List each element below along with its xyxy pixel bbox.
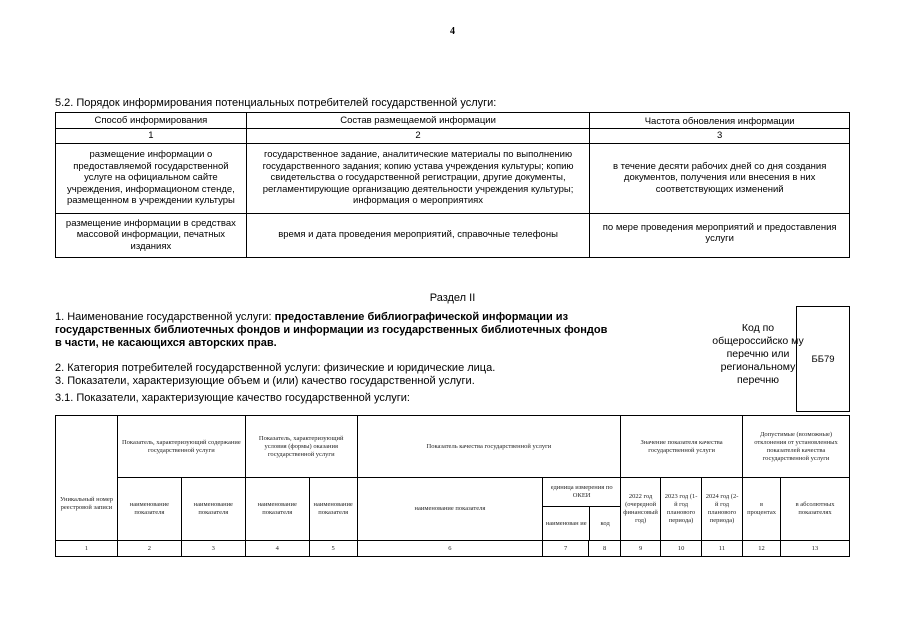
registry-code-value: ББ79 bbox=[796, 306, 850, 412]
consumer-category: 2. Категория потребителей государственной услуги: физические и юридические лица. bbox=[55, 362, 496, 374]
page-number: 4 bbox=[450, 26, 455, 37]
col-number: 4 bbox=[245, 541, 309, 557]
cell-content: время и дата проведения мероприятий, справочные телефоны bbox=[246, 213, 590, 257]
service-name-value: предоставление библиографической информации из государственных библиотечных фондов и информации из государственных библиотечных фондов в части, не касающихся авторских прав. bbox=[55, 311, 608, 349]
cell-frequency: в течение десяти рабочих дней со дня создания документов, получения или внесения в них соответствующих изменений bbox=[590, 143, 850, 213]
informing-table bbox=[55, 112, 850, 258]
col-number: 9 bbox=[621, 541, 661, 557]
col-number: 2 bbox=[246, 129, 590, 144]
cell-frequency: по мере проведения мероприятий и предоставления услуги bbox=[590, 213, 850, 257]
okei-subcolumns bbox=[543, 507, 620, 540]
year-2023: 2023 год (1-й год планового периода) bbox=[661, 478, 702, 541]
okei-code: код bbox=[600, 519, 610, 527]
okei-cell bbox=[543, 478, 621, 541]
cell-method: размещение информации в средствах массовой информации, печатных изданиях bbox=[56, 213, 247, 257]
section-title: Раздел II bbox=[429, 292, 476, 304]
sub-indicator-name: наименование показателя bbox=[309, 478, 357, 541]
registry-code-label: Код по общероссийско му перечню или региональному перечню bbox=[712, 322, 804, 386]
header-method: Способ информирования bbox=[56, 113, 247, 129]
column-numbers-row bbox=[56, 541, 850, 557]
indicators-heading: 3. Показатели, характеризующие объем и (или) качество государственной услуги. bbox=[55, 375, 475, 387]
sub-indicator-name: наименование показателя bbox=[181, 478, 245, 541]
col-number: 13 bbox=[781, 541, 850, 557]
service-name-prefix: 1. Наименование государственной услуги: bbox=[55, 311, 275, 323]
service-name bbox=[55, 311, 615, 350]
col-number: 5 bbox=[309, 541, 357, 557]
header-indicator-values: Значение показателя качества государственной услуги bbox=[621, 416, 743, 478]
col-number: 8 bbox=[589, 541, 621, 557]
col-number: 3 bbox=[181, 541, 245, 557]
cell-method: размещение информации о предоставляемой государственной услуге на официальном сайте учреждения, информационом стенде, размещенном в учреждении культуры bbox=[56, 143, 247, 213]
okei-label: единица измерения по ОКЕИ bbox=[543, 478, 620, 507]
header-content: Состав размещаемой информации bbox=[246, 113, 590, 129]
sub-indicator-name: наименование показателя bbox=[245, 478, 309, 541]
table-row bbox=[56, 143, 850, 213]
quality-heading: 3.1. Показатели, характеризующие качество государственной услуги: bbox=[55, 392, 410, 404]
col-number: 1 bbox=[56, 541, 118, 557]
col-number: 2 bbox=[117, 541, 181, 557]
col-number: 6 bbox=[357, 541, 543, 557]
sub-indicator-name: наименование показателя bbox=[117, 478, 181, 541]
header-content-indicator: Показатель, характеризующий содержание государственной услуги bbox=[117, 416, 245, 478]
informing-heading: 5.2. Порядок информирования потенциальных потребителей государственной услуги: bbox=[55, 97, 497, 109]
col-number: 3 bbox=[590, 129, 850, 144]
year-2022: 2022 год (очередной финансовый год) bbox=[621, 478, 661, 541]
header-frequency: Частота обновления информации bbox=[590, 113, 850, 129]
header-deviations: Допустимые (возможные) отклонения от установленных показателей качества государственной услуги bbox=[743, 416, 850, 478]
header-unique-number-text: Уникальный номер реестровой записи bbox=[59, 496, 113, 511]
table-row bbox=[56, 213, 850, 257]
header-conditions-indicator: Показатель, характеризующий условия (формы) оказания государственной услуги bbox=[245, 416, 357, 478]
col-number: 1 bbox=[56, 129, 247, 144]
quality-table bbox=[55, 415, 850, 557]
col-number: 10 bbox=[661, 541, 702, 557]
col-number: 7 bbox=[543, 541, 589, 557]
col-number: 11 bbox=[702, 541, 743, 557]
header-unique-number bbox=[56, 416, 118, 541]
cell-content: государственное задание, аналитические материалы по выполнению государственного задания; копию устава учреждения культуры; копию свидетельства о государственной регистрации, другие документы, регламентирующие организацию деятельности учреждения культуры; информация о мероприятиях bbox=[246, 143, 590, 213]
year-2024: 2024 год (2-й год планового периода) bbox=[702, 478, 743, 541]
deviation-percent: в процентах bbox=[743, 478, 781, 541]
header-quality-indicator: Показатель качества государственной услуги bbox=[357, 416, 620, 478]
sub-quality-name: наименование показателя bbox=[357, 478, 543, 541]
deviation-absolute: в абсолютных показателях bbox=[781, 478, 850, 541]
col-number: 12 bbox=[743, 541, 781, 557]
okei-name: наименован ие bbox=[543, 507, 590, 540]
